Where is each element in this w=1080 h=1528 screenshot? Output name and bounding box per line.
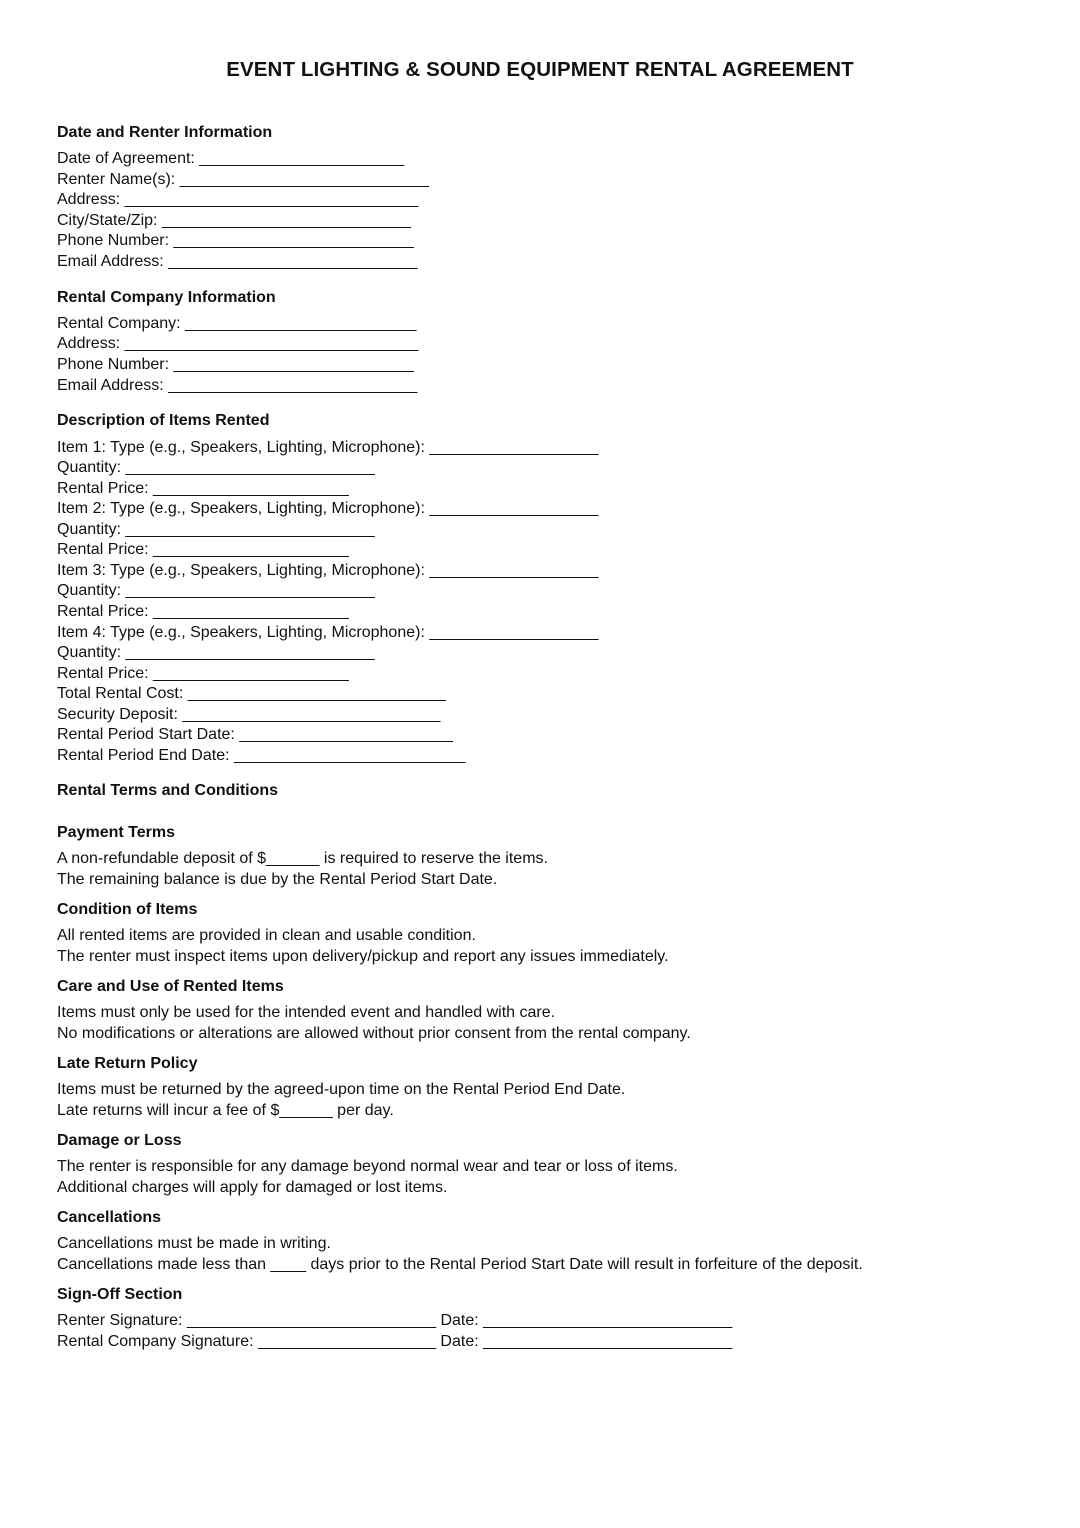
field-company-signature: Rental Company Signature: ____________________ Date: ____________________________: [57, 1333, 733, 1350]
section-heading-terms: Rental Terms and Conditions: [57, 782, 279, 799]
section-heading-renter-info: Date and Renter Information: [57, 124, 273, 141]
field-item1-type: Item 1: Type (e.g., Speakers, Lighting, Microphone): ___________________: [57, 439, 599, 456]
field-item4-type: Item 4: Type (e.g., Speakers, Lighting, Microphone): ___________________: [57, 624, 599, 641]
care-use-line: Items must only be used for the intended event and handled with care.: [57, 1004, 556, 1021]
field-renter-names: Renter Name(s): ____________________________: [57, 171, 429, 188]
field-date-of-agreement: Date of Agreement: _______________________: [57, 150, 404, 167]
section-heading-damage-loss: Damage or Loss: [57, 1132, 182, 1149]
field-total-rental-cost: Total Rental Cost: _____________________________: [57, 685, 446, 702]
field-item2-quantity: Quantity: ____________________________: [57, 521, 375, 538]
field-item4-price: Rental Price: ______________________: [57, 665, 349, 682]
care-use-line: No modifications or alterations are allowed without prior consent from the rental company.: [57, 1025, 691, 1042]
payment-terms-line: A non-refundable deposit of $______ is required to reserve the items.: [57, 850, 548, 867]
section-heading-items: Description of Items Rented: [57, 412, 270, 429]
field-item2-price: Rental Price: ______________________: [57, 541, 349, 558]
condition-line: The renter must inspect items upon delivery/pickup and report any issues immediately.: [57, 948, 669, 965]
field-renter-signature: Renter Signature: ____________________________ Date: ____________________________: [57, 1312, 733, 1329]
field-item3-quantity: Quantity: ____________________________: [57, 582, 375, 599]
payment-terms-line: The remaining balance is due by the Rental Period Start Date.: [57, 871, 498, 888]
field-renter-address: Address: _________________________________: [57, 191, 419, 208]
field-rental-start-date: Rental Period Start Date: ________________________: [57, 726, 453, 743]
field-company-email: Email Address: ____________________________: [57, 377, 418, 394]
field-item4-quantity: Quantity: ____________________________: [57, 644, 375, 661]
field-company-address: Address: _________________________________: [57, 335, 419, 352]
field-rental-end-date: Rental Period End Date: __________________________: [57, 747, 466, 764]
field-item3-price: Rental Price: ______________________: [57, 603, 349, 620]
field-item3-type: Item 3: Type (e.g., Speakers, Lighting, Microphone): ___________________: [57, 562, 599, 579]
field-rental-company: Rental Company: __________________________: [57, 315, 417, 332]
section-heading-condition: Condition of Items: [57, 901, 198, 918]
section-heading-sign-off: Sign-Off Section: [57, 1286, 183, 1303]
late-return-line: Items must be returned by the agreed-upon time on the Rental Period End Date.: [57, 1081, 626, 1098]
condition-line: All rented items are provided in clean and usable condition.: [57, 927, 476, 944]
field-item1-quantity: Quantity: ____________________________: [57, 459, 375, 476]
section-heading-care-use: Care and Use of Rented Items: [57, 978, 284, 995]
damage-loss-line: The renter is responsible for any damage beyond normal wear and tear or loss of items.: [57, 1158, 678, 1175]
late-return-line: Late returns will incur a fee of $______ per day.: [57, 1102, 394, 1119]
document-title: EVENT LIGHTING & SOUND EQUIPMENT RENTAL AGREEMENT: [226, 58, 854, 81]
section-heading-cancellations: Cancellations: [57, 1209, 162, 1226]
section-heading-payment-terms: Payment Terms: [57, 824, 175, 841]
field-security-deposit: Security Deposit: _____________________________: [57, 706, 441, 723]
field-company-phone: Phone Number: ___________________________: [57, 356, 414, 373]
field-renter-email: Email Address: ____________________________: [57, 253, 418, 270]
field-renter-phone: Phone Number: ___________________________: [57, 232, 414, 249]
cancellations-line: Cancellations must be made in writing.: [57, 1235, 331, 1252]
damage-loss-line: Additional charges will apply for damaged or lost items.: [57, 1179, 448, 1196]
cancellations-line: Cancellations made less than ____ days prior to the Rental Period Start Date will result in forfeiture of the deposit.: [57, 1256, 863, 1273]
field-item2-type: Item 2: Type (e.g., Speakers, Lighting, Microphone): ___________________: [57, 500, 599, 517]
section-heading-late-return: Late Return Policy: [57, 1055, 198, 1072]
field-item1-price: Rental Price: ______________________: [57, 480, 349, 497]
section-heading-company-info: Rental Company Information: [57, 289, 276, 306]
field-city-state-zip: City/State/Zip: ____________________________: [57, 212, 412, 229]
